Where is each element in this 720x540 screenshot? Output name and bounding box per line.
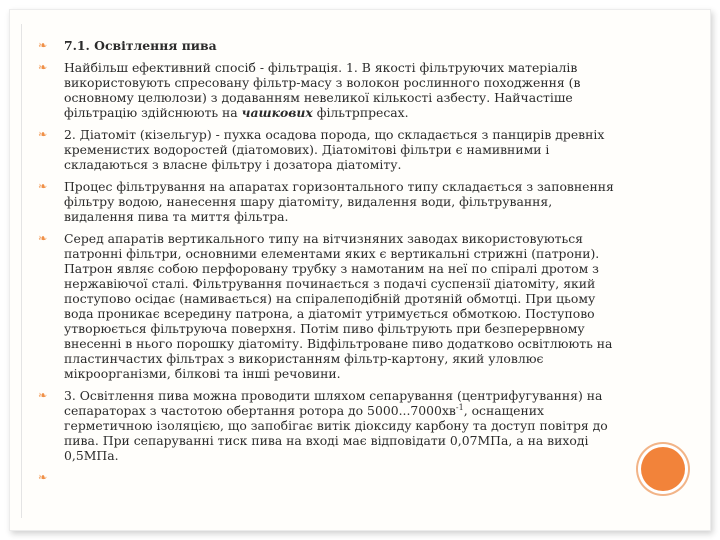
paragraph-text: , оснащених герметичною ізоляцією, що запобігає витік діоксиду карбону та доступ повітря до пива. При сепаруванні тиск пива на вході має відповідати 0,07МПа, а на виході 0,5МПа.: [64, 403, 608, 463]
list-item: [30, 231, 615, 381]
list-item: [30, 179, 615, 224]
list-item: [30, 60, 615, 120]
accent-circle: [641, 447, 685, 491]
list-item: [30, 38, 615, 53]
list-item-empty: [30, 470, 615, 485]
emphasis-text: чашкових: [241, 105, 313, 120]
paragraph-text: Найбільш ефективний спосіб - фільтрація. 1. В якості фільтруючих матеріалів використовують спресовану фільтр-масу з волокон рослинного походження (в основному целюлози) з додаванням невеликої кількості азбесту. Найчастіше фільтрацію здійснюють на: [64, 60, 581, 120]
ornament-bullet-icon: ❧: [38, 61, 48, 74]
ornament-bullet-icon: ❧: [38, 471, 48, 484]
slide-body: [30, 38, 615, 492]
ornament-bullet-icon: ❧: [38, 389, 48, 402]
ornament-bullet-icon: ❧: [38, 128, 48, 141]
paragraph-text: 3. Освітлення пива можна проводити шляхом сепарування (центрифугування) на сепараторах з частотою обертання ротора до 5000...7000хв: [64, 388, 603, 418]
paragraph-text: Серед апаратів вертикального типу на вітчизняних заводах використовуються патронні фільтри, основними елементами яких є вертикальні стрижні (патрони). Патрон являє собою перфоровану трубку з намотаним на неї по спіралі дротом з нержавіючої сталі. Фільтрування починається з подачі суспензії діатоміту, який поступово осідає (намивається) на спіралеподібній дротяній обмотці. При цьому вода проникає всередину патрона, а діатоміт утримується обмоткою. Поступово утворюється фільтруюча поверхня. Потім пиво фільтрують при безперервному внесенні в нього порошку діатоміту. Відфільтроване пиво додатково освітлюють на пластинчастих фільтрах з використанням фільтр-картону, який уловлює мікроорганізми, білкові та інші речовини.: [64, 231, 613, 381]
superscript-text: -1: [455, 402, 464, 412]
slide-title: 7.1. Освітлення пива: [64, 38, 217, 53]
list-item: [30, 388, 615, 463]
paragraph-text: Процес фільтрування на апаратах горизонтального типу складається з заповнення фільтру водою, нанесення шару діатоміту, видалення води, фільтрування, видалення пива та миття фільтра.: [64, 179, 614, 224]
ornament-bullet-icon: ❧: [38, 232, 48, 245]
ornament-bullet-icon: ❧: [38, 39, 48, 52]
paragraph-text: 2. Діатоміт (кізельгур) - пухка осадова порода, що складається з панцирів древніх кременистих водоростей (діатомових). Діатомітові фільтри є намивними і складаються з власне фільтру і дозатора діатоміту.: [64, 127, 605, 172]
paragraph-text: фільтрпресах.: [312, 105, 409, 120]
ornament-bullet-icon: ❧: [38, 180, 48, 193]
left-rule: [21, 24, 22, 518]
list-item: [30, 127, 615, 172]
